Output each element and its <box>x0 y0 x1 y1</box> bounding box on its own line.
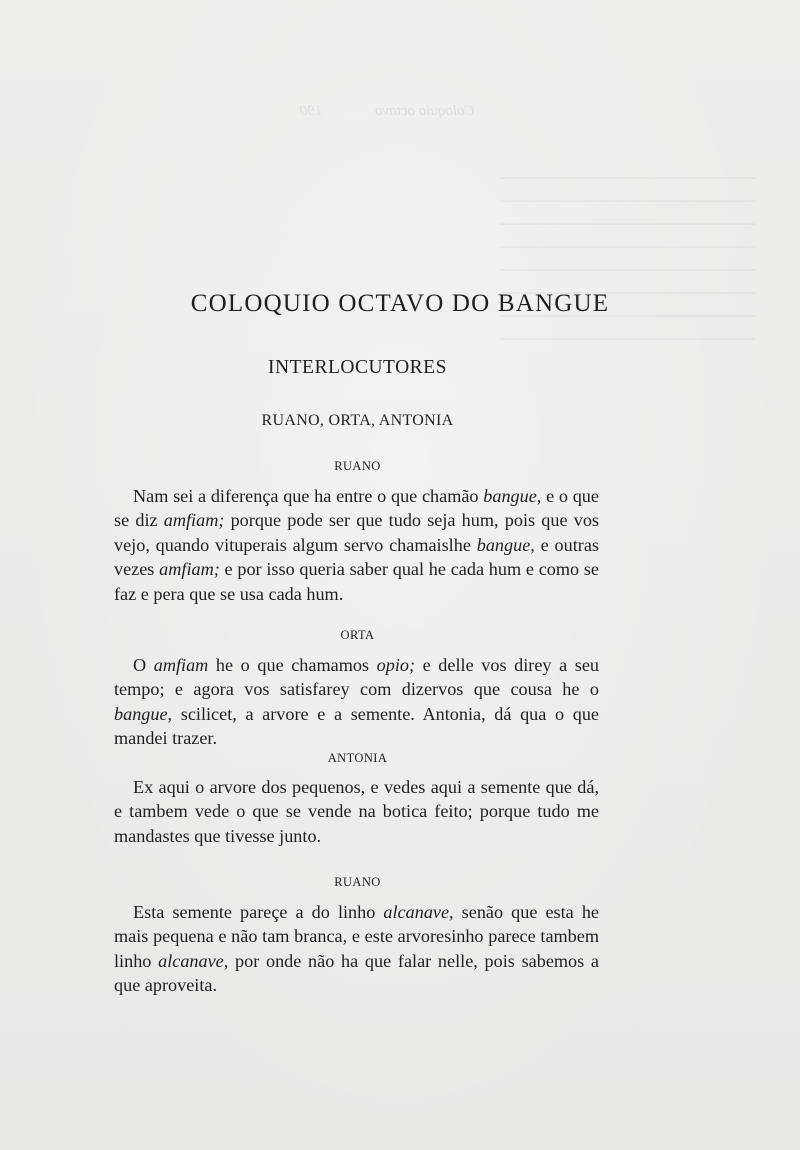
italic-term: bangue, <box>483 486 542 506</box>
italic-term: alcanave, <box>383 902 454 922</box>
dialogue-paragraph <box>114 775 599 848</box>
text-run: Nam sei a diferença que ha entre o que chamão <box>133 486 484 506</box>
text-run: he o que chamamos <box>208 655 377 675</box>
show-through-text: ——————————————— ——————————————— ——————————————— ——————————————— ——————————————— ——————————————— ——————————————— ——————————————— <box>500 167 755 347</box>
dialogue-paragraph <box>114 653 599 751</box>
italic-term: bangue, <box>476 534 535 555</box>
page-title: COLOQUIO OCTAVO DO BANGUE <box>190 290 610 317</box>
text-run: scilicet, a arvore e a semente. Antonia, dá qua o que mandei trazer. <box>114 703 599 749</box>
italic-term: bangue, <box>114 703 173 724</box>
interlocutors-heading: INTERLOCUTORES <box>268 357 447 378</box>
text-run: por onde não ha que falar nelle, pois sabemos a que aproveita. <box>114 950 599 996</box>
text-run: Ex aqui o arvore dos pequenos, e vedes aqui a semente que dá, e tambem vede o que se vende na botica feito; porque tudo me mandastes que tivesse junto. <box>114 777 599 846</box>
show-through-heading: Coloquio octavo 190 <box>300 103 475 119</box>
text-run: O <box>133 655 154 675</box>
text-run: e por isso queria saber qual he cada hum e como se faz e pera que se usa cada hum. <box>114 559 599 604</box>
text-run: e outras vezes <box>114 534 599 580</box>
dialogue-paragraph <box>114 484 599 606</box>
italic-term: amfiam; <box>163 510 225 531</box>
italic-term: amfiam; <box>159 559 220 580</box>
text-run: porque pode ser que tudo seja hum, pois que vos vejo, quando vituperais algum servo chamaislhe <box>114 510 599 555</box>
text-run: Esta semente pareçe a do linho <box>133 902 384 922</box>
speaker-label-ruano: RUANO <box>334 459 381 473</box>
speaker-label-antonia: ANTONIA <box>327 751 388 765</box>
text-run: e delle vos direy a seu tempo; e agora vos satisfarey com dizervos que cousa he o <box>114 655 600 700</box>
text-run: e o que se diz <box>114 486 599 531</box>
dialogue-paragraph <box>114 900 599 998</box>
text-run: senão que esta he mais pequena e não tam branca, e este arvoresinho parece tambem linho <box>114 902 599 971</box>
italic-term: opio; <box>376 655 416 675</box>
italic-term: alcanave, <box>158 950 229 971</box>
italic-term: amfiam <box>153 655 209 675</box>
speaker-label-orta: ORTA <box>340 628 375 642</box>
speaker-label-ruano: RUANO <box>334 875 381 889</box>
interlocutors-list: RUANO, ORTA, ANTONIA <box>261 412 454 429</box>
